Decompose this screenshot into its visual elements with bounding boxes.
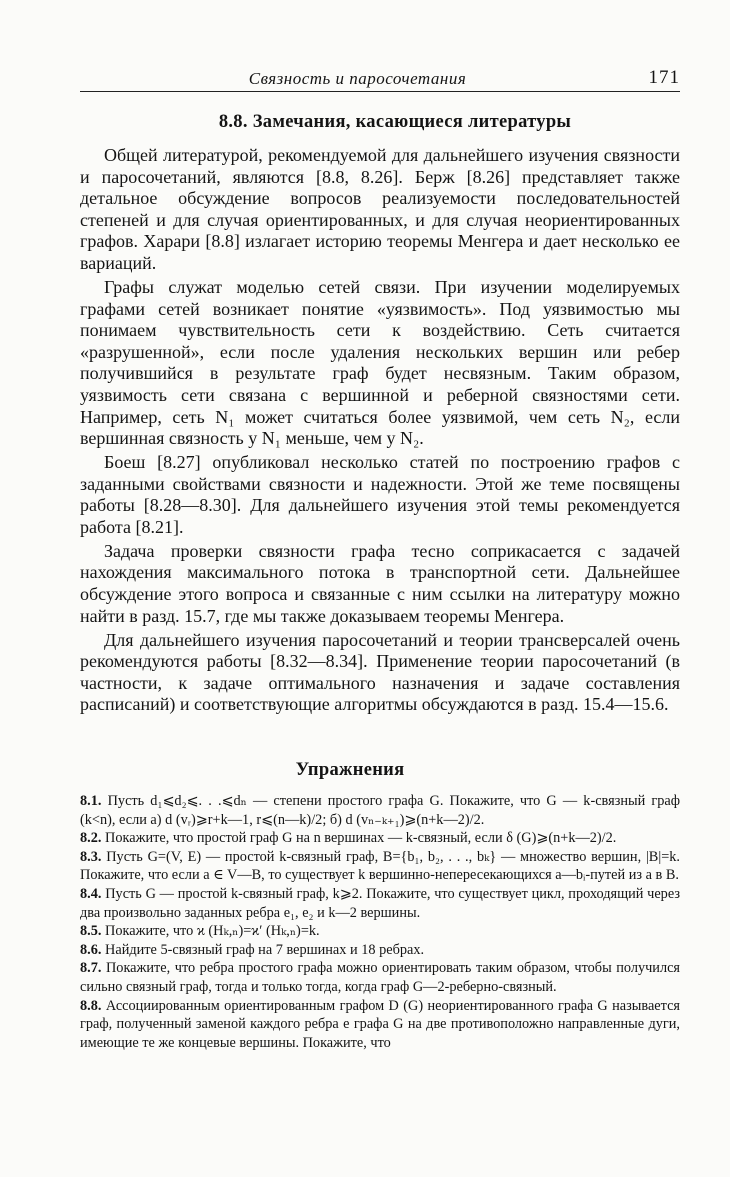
exercise-text: Найдите 5-связный граф на 7 вершинах и 18 ребрах.	[105, 941, 425, 958]
exercise-number: 8.4.	[80, 885, 102, 902]
exercise-number: 8.8.	[80, 997, 102, 1014]
exercise-number: 8.1.	[80, 793, 102, 809]
exercise-number: 8.2.	[80, 830, 102, 847]
section-title: 8.8. Замечания, касающиеся литературы	[218, 112, 572, 132]
paragraph-general-literature: Общей литературой, рекомендуемой для дальнейшего изучения связности и паросочетаний, являются [8.8, 8.26]. Берж [8.26] представляет также детальное обсуждение вопросов реализуемости последовательностей степеней и для случая ориентированных, и для случая неориентированных графов. Харари [8.8] излагает историю теоремы Менгера и дает несколько ее вариаций.	[80, 145, 680, 273]
page-number: 171	[648, 67, 680, 88]
body-text	[80, 145, 680, 718]
exercise-number: 8.7.	[80, 960, 102, 977]
exercise-item	[80, 829, 680, 848]
exercise-text: Покажите, что ϰ (Hₖ,ₙ)=ϰ′ (Hₖ,ₙ)=k.	[105, 923, 320, 940]
exercise-item	[80, 959, 680, 996]
paragraph-boesch: Боеш [8.27] опубликовал несколько статей по построению графов с заданными свойствами связности и надежности. Этой же теме посвящены работы [8.28—8.30]. Для дальнейшего изучения этой темы рекомендуется работа [8.21].	[80, 452, 680, 537]
paragraph-vulnerability: Графы служат моделью сетей связи. При изучении моделируемых графами сетей возникает понятие «уязвимость». Под уязвимостью мы понимаем чувствительность сети к воздействию. Сеть считается «разрушенной», если после удаления нескольких вершин или ребер получившийся в результате граф будет несвязным. Таким образом, уязвимость сети связана с вершинной и реберной связностями сети. Например, сеть N₁ может считаться более уязвимой, чем сеть N₂, если вершинная связность у N₁ меньше, чем у N₂.	[80, 276, 680, 449]
exercise-number: 8.6.	[80, 941, 102, 958]
exercise-text: Покажите, что простой граф G на n вершинах — k-связный, если δ (G)⩾(n+k—2)/2.	[105, 830, 617, 847]
exercise-item	[80, 941, 680, 960]
exercise-item	[80, 997, 680, 1053]
exercise-item	[80, 922, 680, 941]
exercise-text: Пусть G=(V, E) — простой k-связный граф, B={b₁, b₂, . . ., bₖ} — множество вершин, |B|=k. Покажите, что если a ∈ V—B, то существует k вершинно-непересекающихся a—bᵢ-путей из a в B.	[80, 848, 680, 884]
paragraph-matchings: Для дальнейшего изучения паросочетаний и теории трансверсалей очень рекомендуются работы [8.32—8.34]. Применение теории паросочетаний (в частности, к задаче оптимального назначения и задаче составления расписаний) и соответствующие алгоритмы обсуждаются в разд. 15.4—15.6.	[80, 629, 680, 715]
exercise-text: Пусть G — простой k-связный граф, k⩾2. Покажите, что существует цикл, проходящий через два произвольно заданных ребра e₁, e₂ и k—2 вершины.	[80, 885, 680, 921]
exercise-item	[80, 792, 680, 829]
running-head	[80, 67, 680, 92]
exercise-number: 8.3.	[80, 848, 102, 865]
paragraph-max-flow: Задача проверки связности графа тесно соприкасается с задачей нахождения максимального потока в транспортной сети. Дальнейшее обсуждение этого вопроса и связанные с ним ссылки на литературу можно найти в разд. 15.7, где мы также доказываем теоремы Менгера.	[80, 540, 680, 626]
exercise-text: Пусть d₁⩽d₂⩽. . .⩽dₙ — степени простого графа G. Покажите, что G — k-связный граф (k<n), если а) d (vᵣ)⩾r+k—1, r⩽(n—k)/2; б) d (vₙ₋ₖ₊₁)⩾(n+k—2)/2.	[80, 793, 681, 828]
exercise-item	[80, 885, 680, 922]
exercise-text: Покажите, что ребра простого графа можно ориентировать таким образом, чтобы получился сильно связный граф, тогда и только тогда, когда граф G—2-реберно-связный.	[80, 960, 680, 995]
exercise-item	[80, 848, 680, 885]
running-title: Связность и паросочетания	[248, 69, 467, 88]
exercise-number: 8.5.	[80, 923, 102, 940]
exercise-text: Ассоциированным ориентированным графом D (G) неориентированного графа G называется граф, полученный заменой каждого ребра e графа G на две противоположно направленные дуги, имеющие те же концевые вершины. Покажите, что	[80, 997, 680, 1051]
exercises-list	[80, 792, 680, 1052]
exercises-title: Упражнения	[295, 760, 405, 780]
